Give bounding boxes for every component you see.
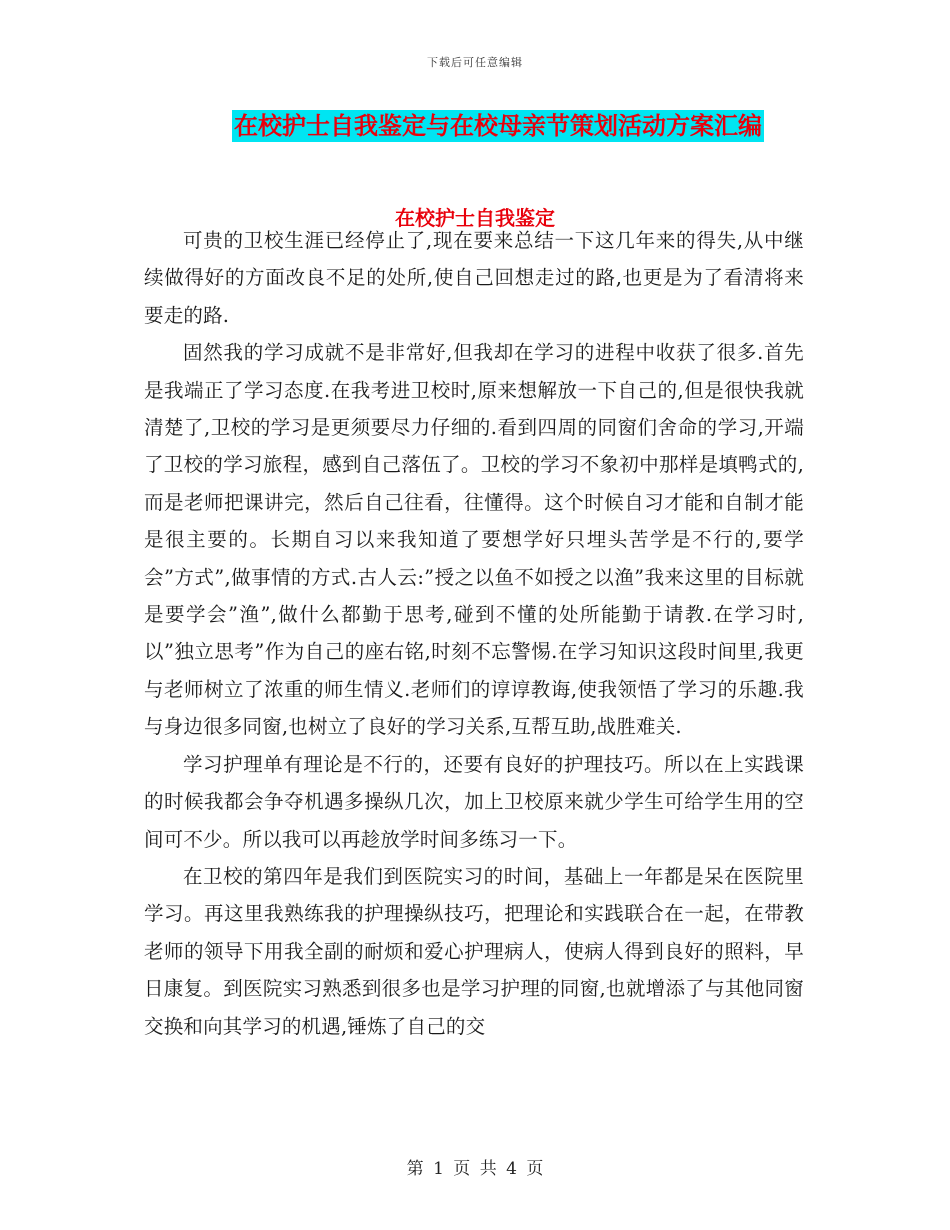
page-footer: 第 1 页 共 4 页	[406, 1159, 544, 1179]
section-title: 在校护士自我鉴定	[395, 206, 555, 230]
paragraph-4: 在卫校的第四年是我们到医院实习的时间，基础上一年都是呆在医院里学习。再这里我熟练我的护理操纵技巧，把理论和实践联合在一起，在带教老师的领导下用我全副的耐烦和爱心护理病人，使病人得到良好的照料，早日康复。到医院实习熟悉到很多也是学习护理的同窗,也就增添了与其他同窗交换和向其学习的机遇,锤炼了自己的交	[144, 864, 804, 1038]
page-header-note: 下载后可任意编辑	[427, 56, 523, 69]
main-title-container	[0, 110, 950, 142]
paragraph-1: 可贵的卫校生涯已经停止了,现在要来总结一下这几年来的得失,从中继续做得好的方面改良不足的处所,使自己回想走过的路,也更是为了看清将来要走的路.	[144, 229, 804, 327]
paragraph-2: 固然我的学习成就不是非常好,但我却在学习的进程中收获了很多.首先是我端正了学习态度.在我考进卫校时,原来想解放一下自己的,但是很快我就清楚了,卫校的学习是更须要尽力仔细的.看到四周的同窗们舍命的学习,开端了卫校的学习旅程，感到自己落伍了。卫校的学习不象初中那样是填鸭式的,而是老师把课讲完，然后自己往看，往懂得。这个时候自习才能和自制才能是很主要的。长期自习以来我知道了要想学好只埋头苦学是不行的,要学会”方式”,做事情的方式.古人云:”授之以鱼不如授之以渔”我来这里的目标就是要学会”渔”,做什么都勤于思考,碰到不懂的处所能勤于请教.在学习时,以”独立思考”作为自己的座右铭,时刻不忘警惕.在学习知识这段时间里,我更与老师树立了浓重的师生情义.老师们的谆谆教诲,使我领悟了学习的乐趣.我与身边很多同窗,也树立了良好的学习关系,互帮互助,战胜难关.	[144, 341, 804, 739]
document-main-title: 在校护士自我鉴定与在校母亲节策划活动方案汇编	[234, 112, 762, 140]
paragraph-3: 学习护理单有理论是不行的，还要有良好的护理技巧。所以在上实践课的时候我都会争夺机遇多操纵几次，加上卫校原来就少学生可给学生用的空间可不少。所以我可以再趁放学时间多练习一下。	[144, 752, 804, 851]
document-body	[144, 222, 804, 1045]
